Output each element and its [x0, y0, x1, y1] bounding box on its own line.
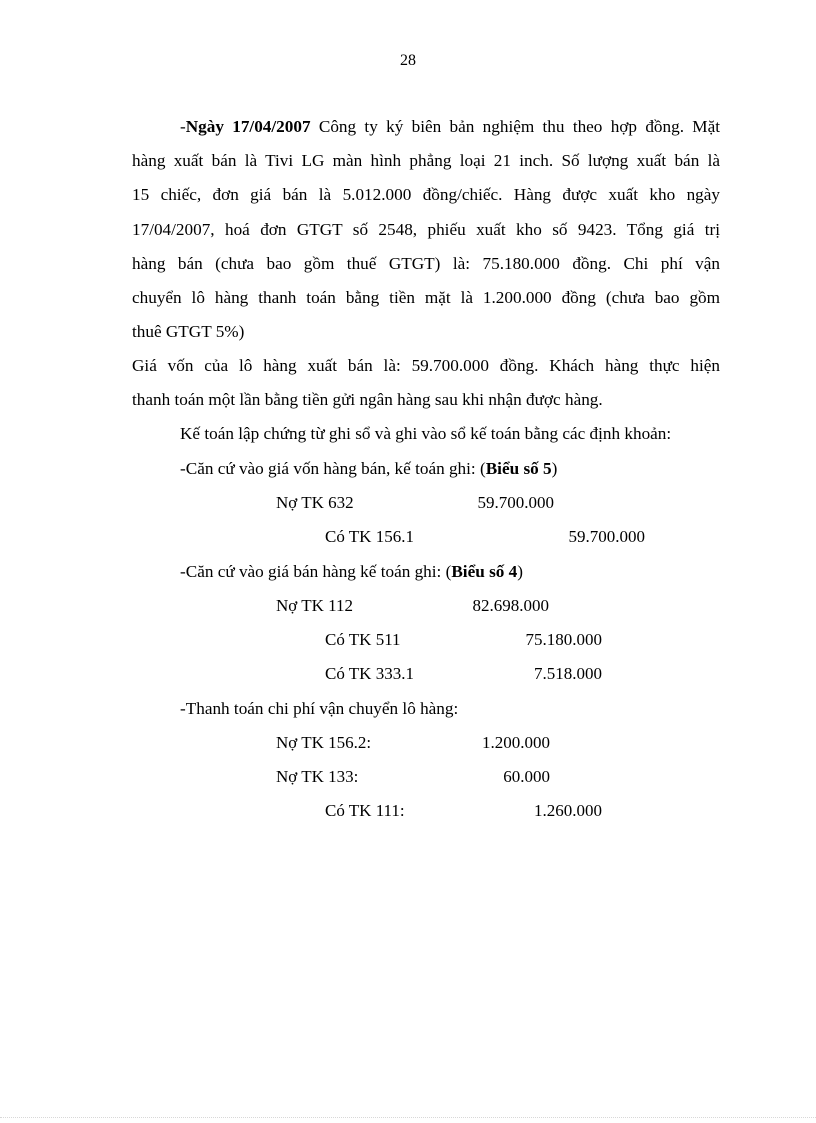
credit-account: Có TK 511: [325, 630, 401, 649]
credit-account: Có TK 156.1: [325, 527, 414, 546]
paragraph-sale-description: [132, 110, 720, 349]
page-number: 28: [400, 52, 416, 69]
paragraph-line: 17/04/2007, hoá đơn GTGT số 2548, phiếu xuất kho số 9423. Tổng giá trị: [132, 219, 720, 239]
page-bottom-rule: [0, 1117, 816, 1118]
paragraph-cost-of-goods: [132, 349, 720, 417]
credit-amount: 7.518.000: [534, 664, 602, 683]
paragraph-line: hàng bán (chưa bao gồm thuế GTGT) là: 75.180.000 đồng. Chi phí vận: [132, 253, 720, 273]
section-sales-heading: -Căn cứ vào giá bán hàng kế toán ghi: (Biểu số 4): [180, 562, 523, 581]
form-reference: Biểu số 4: [451, 562, 518, 581]
accounting-intro: Kế toán lập chứng từ ghi sổ và ghi vào sổ kế toán bằng các định khoản:: [180, 424, 672, 443]
debit-amount: 82.698.000: [472, 596, 549, 615]
debit-account: Nợ TK 133:: [276, 767, 359, 786]
credit-amount: 1.260.000: [534, 801, 602, 820]
debit-account: Nợ TK 632: [276, 493, 354, 512]
paragraph-line: 15 chiếc, đơn giá bán là 5.012.000 đồng/chiếc. Hàng được xuất kho ngày: [132, 185, 720, 205]
paragraph-line: thanh toán một lần bằng tiền gửi ngân hàng sau khi nhận được hàng.: [132, 390, 603, 410]
paragraph-line: hàng xuất bán là Tivi LG màn hình phẳng loại 21 inch. Số lượng xuất bán là: [132, 151, 720, 171]
credit-amount: 75.180.000: [525, 630, 602, 649]
paragraph-line: Giá vốn của lô hàng xuất bán là: 59.700.000 đồng. Khách hàng thực hiện: [132, 356, 720, 375]
debit-amount: 60.000: [503, 767, 550, 786]
debit-account: Nợ TK 156.2:: [276, 733, 372, 752]
section-transport-heading: -Thanh toán chi phí vận chuyển lô hàng:: [180, 699, 459, 718]
credit-amount: 59.700.000: [568, 527, 645, 546]
debit-amount: 1.200.000: [482, 733, 550, 752]
debit-account: Nợ TK 112: [276, 596, 353, 615]
paragraph-line: -Ngày 17/04/2007 Công ty ký biên bản nghiệm thu theo hợp đồng. Mặt: [180, 117, 720, 136]
paragraph-line: thuê GTGT 5%): [132, 322, 245, 342]
paragraph-line: chuyển lô hàng thanh toán bằng tiền mặt là 1.200.000 đồng (chưa bao gồm: [132, 288, 720, 308]
credit-account: Có TK 333.1: [325, 664, 414, 683]
debit-amount: 59.700.000: [477, 493, 554, 512]
form-reference: Biểu số 5: [485, 459, 552, 478]
date-bold: Ngày 17/04/2007: [185, 117, 311, 136]
credit-account: Có TK 111:: [325, 801, 405, 820]
section-cost-heading: -Căn cứ vào giá vốn hàng bán, kế toán ghi: (Biểu số 5): [180, 459, 558, 478]
